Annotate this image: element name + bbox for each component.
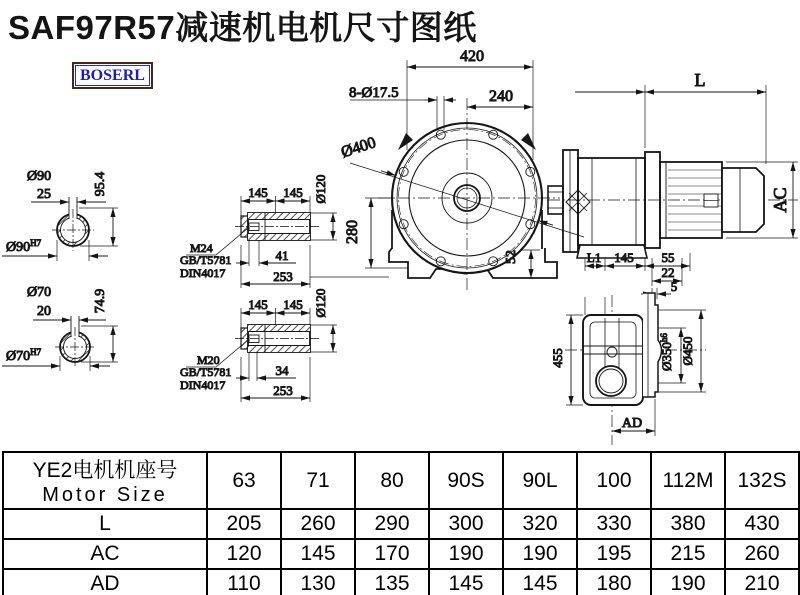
- cell-AD-0: 110: [207, 569, 281, 595]
- page-title: SAF97R57减速机电机尺寸图纸: [8, 9, 477, 46]
- shaft-70-section: [2, 285, 118, 371]
- dim-dia70: Ø70: [27, 285, 52, 300]
- cell-AC-6: 215: [651, 539, 725, 569]
- dim-dia350h6: $Ø350^{h6}$: [659, 333, 674, 371]
- cell-AD-2: 135: [355, 569, 429, 595]
- table-row-AD: [3, 569, 799, 595]
- size-90s: 90S: [429, 452, 503, 509]
- size-132s: 132S: [725, 452, 799, 509]
- size-71: 71: [281, 452, 355, 509]
- label-gbt5781-top: GB/T5781: [180, 253, 232, 267]
- dim-145-side: 145: [614, 250, 634, 265]
- cell-L-1: 260: [281, 509, 355, 539]
- label-gbt5781-bot: GB/T5781: [180, 365, 232, 379]
- gearbox-motor-side-view: [548, 70, 798, 299]
- size-100: 100: [577, 452, 651, 509]
- dim-bore-90h7: $Ø90^{H7}$: [6, 238, 42, 255]
- cell-AC-3: 190: [429, 539, 503, 569]
- dim-280: 280: [344, 220, 361, 244]
- dim-52: 52: [504, 250, 519, 264]
- cell-AC-5: 195: [577, 539, 651, 569]
- cell-AC-1: 145: [281, 539, 355, 569]
- dim-AC: AC: [770, 187, 790, 213]
- dim-dia120-top: Ø120: [313, 174, 328, 204]
- table-row-AC: [3, 539, 799, 569]
- cell-L-3: 300: [429, 509, 503, 539]
- dim-253-top: 253: [273, 269, 293, 284]
- hollow-shaft-145-m20: [180, 289, 337, 402]
- dim-145-b: 145: [283, 185, 303, 200]
- boserl-logo-text: BOSERL: [75, 65, 150, 86]
- table-row-L: [3, 509, 799, 539]
- dim-dia400: Ø400: [339, 134, 379, 162]
- size-80: 80: [355, 452, 429, 509]
- gearbox-front-view: [310, 48, 584, 292]
- cell-L-5: 330: [577, 509, 651, 539]
- size-112m: 112M: [651, 452, 725, 509]
- cell-L-2: 290: [355, 509, 429, 539]
- label-m20: M20: [197, 353, 220, 367]
- dim-dia90: Ø90: [27, 169, 52, 184]
- dim-keyw-25: 25: [37, 187, 51, 202]
- cell-AC-0: 120: [207, 539, 281, 569]
- dim-8-holes: 8-Ø17.5: [349, 85, 399, 101]
- dim-145-d: 145: [283, 297, 303, 312]
- row-label-AD: AD: [3, 569, 207, 595]
- dim-5: 5: [670, 279, 678, 294]
- cell-AC-2: 170: [355, 539, 429, 569]
- cell-AD-3: 145: [429, 569, 503, 595]
- dim-dia450: Ø450: [680, 336, 695, 366]
- boserl-logo: [72, 62, 153, 89]
- cell-AD-7: 210: [725, 569, 799, 595]
- dim-bore-70h7: $Ø70^{H7}$: [6, 347, 42, 364]
- size-63: 63: [207, 452, 281, 509]
- dim-145-a: 145: [248, 185, 268, 200]
- row-label-AC: AC: [3, 539, 207, 569]
- label-din4017-bot: DIN4017: [180, 378, 226, 392]
- dim-dia120-bot: Ø120: [313, 288, 328, 318]
- dim-34: 34: [275, 363, 289, 378]
- dim-253-bot: 253: [273, 383, 293, 398]
- row-label-L: L: [3, 509, 207, 539]
- motor-dimension-table: [2, 451, 800, 595]
- dim-L: L: [694, 70, 706, 90]
- dim-L1: L1: [586, 250, 602, 265]
- cell-AC-4: 190: [503, 539, 577, 569]
- dim-240: 240: [489, 88, 513, 105]
- gearbox-top-view: [550, 293, 706, 445]
- dim-AD: AD: [621, 416, 643, 431]
- dim-55: 55: [661, 250, 675, 265]
- dim-keyw-20: 20: [37, 304, 51, 319]
- hollow-shaft-145-m24: [180, 175, 337, 288]
- cell-AC-7: 260: [725, 539, 799, 569]
- dim-22: 22: [661, 265, 675, 280]
- size-90l: 90L: [503, 452, 577, 509]
- cell-L-7: 430: [725, 509, 799, 539]
- dim-keyh-95.4: 95.4: [93, 171, 108, 197]
- dim-455: 455: [550, 348, 565, 368]
- cell-AD-4: 145: [503, 569, 577, 595]
- motor-size-header: [3, 452, 207, 509]
- shaft-90-section: [2, 169, 118, 261]
- cell-L-0: 205: [207, 509, 281, 539]
- cell-L-4: 320: [503, 509, 577, 539]
- motor-size-header-cn: YE2电机机座号: [32, 459, 178, 482]
- dim-145-c: 145: [248, 297, 268, 312]
- motor-size-header-en: Motor Size: [42, 484, 168, 506]
- cell-AD-1: 130: [281, 569, 355, 595]
- table-header-row: [3, 452, 799, 509]
- cell-AD-5: 180: [577, 569, 651, 595]
- label-din4017-top: DIN4017: [180, 266, 226, 280]
- dim-41: 41: [275, 248, 289, 263]
- label-m24: M24: [190, 241, 213, 255]
- dim-420: 420: [460, 48, 484, 65]
- cell-L-6: 380: [651, 509, 725, 539]
- dim-keyh-74.9: 74.9: [93, 288, 108, 314]
- cell-AD-6: 190: [651, 569, 725, 595]
